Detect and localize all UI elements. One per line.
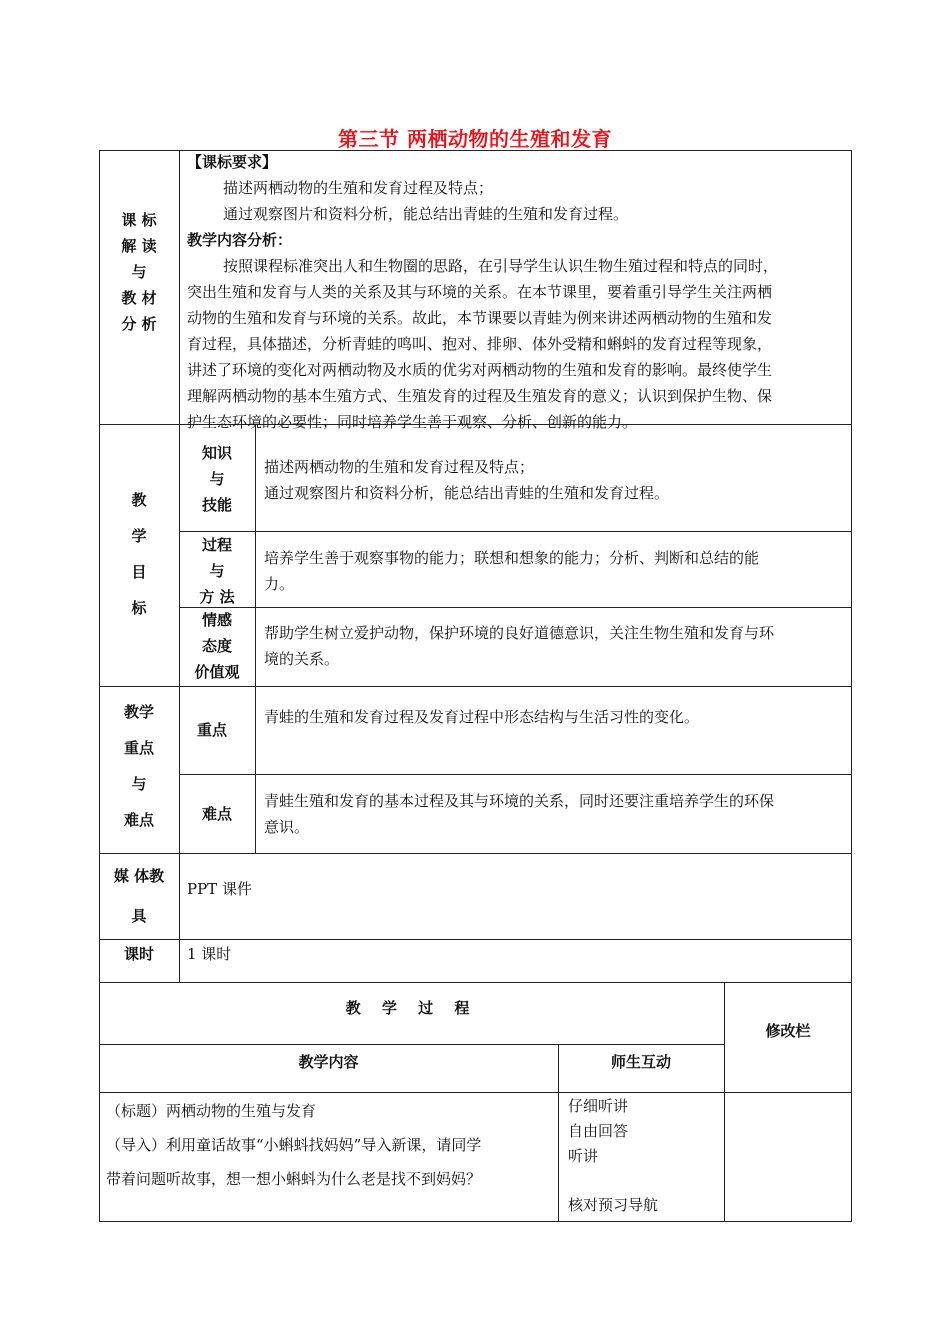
objective-sublabel-knowledge: 知识 与 技能 — [201, 444, 232, 514]
key-point-text: 青蛙的生殖和发育过程及发育过程中形态结构与生活习性的变化。 — [264, 708, 700, 726]
objective-knowledge-text: 描述两栖动物的生殖和发育过程及特点； 通过观察图片和资料分析，能总结出青蛙的生殖和发育过程。 — [264, 458, 670, 502]
divider — [99, 1092, 852, 1093]
objective-sublabel-process: 过程 与 方 法 — [199, 536, 235, 606]
divider — [99, 939, 852, 940]
difficulty-sublabel: 难点 — [201, 805, 232, 823]
analysis-heading: 教学内容分析： — [187, 231, 293, 249]
key-point-sublabel: 重点 — [196, 721, 227, 739]
section-label-standards: 课 标 解 读 与 教 材 分 析 — [121, 211, 157, 333]
process-heading: 教 学 过 程 — [345, 999, 478, 1017]
objective-values-text: 帮助学生树立爱护动物，保护环境的良好道德意识，关注生物生殖和发育与环 境的关系。 — [264, 624, 775, 668]
revise-column-heading: 修改栏 — [765, 1022, 811, 1040]
divider — [99, 982, 852, 983]
difficulty-text: 青蛙生殖和发育的基本过程及其与环境的关系，同时还要注重培养学生的环保 意识。 — [264, 792, 775, 836]
content-column-heading: 教学内容 — [298, 1053, 359, 1071]
analysis-paragraph: 按照课程标准突出人和生物圈的思路，在引导学生认识生物生殖过程和特点的同时， 突出生殖和发育与人类的关系及其与环境的关系。在本节课里，要着重引导学生关注两栖 动物的生殖和发育与环境的关系。故此，本节课要以青蛙为例来讲述两栖动物的生殖和发 育过程，具体描述，分析青蛙的鸣叫、抱对、排卵、体外受精和蝌蚪的发育过程等现象， 讲述了环境的变化对两栖动物及水质的优劣对两栖动物的生殖和发育的影响。最终使学生 理解两栖动物的基本生殖方式、生殖发育的过程及生殖发育的意义；认识到保护生物、保 护生态环境的必要性；同时培养学生善于观察、分析、创新的能力。 — [187, 257, 779, 431]
section-label-objectives: 教 学 目 标 — [131, 491, 147, 617]
process-content: （标题）两栖动物的生殖与发育 （导入）利用童话故事“小蝌蚪找妈妈”导入新课，请同学 带着问题听故事，想一想小蝌蚪为什么老是找不到妈妈？ — [106, 1102, 482, 1188]
requirements-list: 描述两栖动物的生殖和发育过程及特点； 通过观察图片和资料分析，能总结出青蛙的生殖和发育过程。 — [223, 179, 629, 223]
divider — [99, 686, 852, 687]
objective-process-text: 培养学生善于观察事物的能力；联想和想象的能力；分析、判断和总结的能 力。 — [264, 549, 760, 593]
section-label-key-points: 教学 重点 与 难点 — [123, 703, 154, 829]
media-value: PPT 课件 — [187, 880, 252, 898]
objective-sublabel-values: 情感 态度 价值观 — [194, 611, 240, 681]
divider — [179, 531, 852, 532]
requirements-heading: 【课标要求】 — [187, 153, 278, 171]
process-interaction: 仔细听讲 自由回答 听讲 核对预习导航 — [568, 1097, 659, 1214]
divider — [179, 607, 852, 608]
divider — [99, 1044, 724, 1045]
section-label-media: 媒 体教 具 — [113, 867, 165, 925]
divider — [99, 853, 852, 854]
interaction-column-heading: 师生互动 — [610, 1053, 671, 1071]
divider — [255, 424, 256, 853]
section-label-periods: 课时 — [123, 945, 154, 963]
periods-value: 1 课时 — [187, 945, 232, 963]
divider — [179, 774, 852, 775]
page-title: 第三节 两栖动物的生殖和发育 — [338, 127, 612, 151]
